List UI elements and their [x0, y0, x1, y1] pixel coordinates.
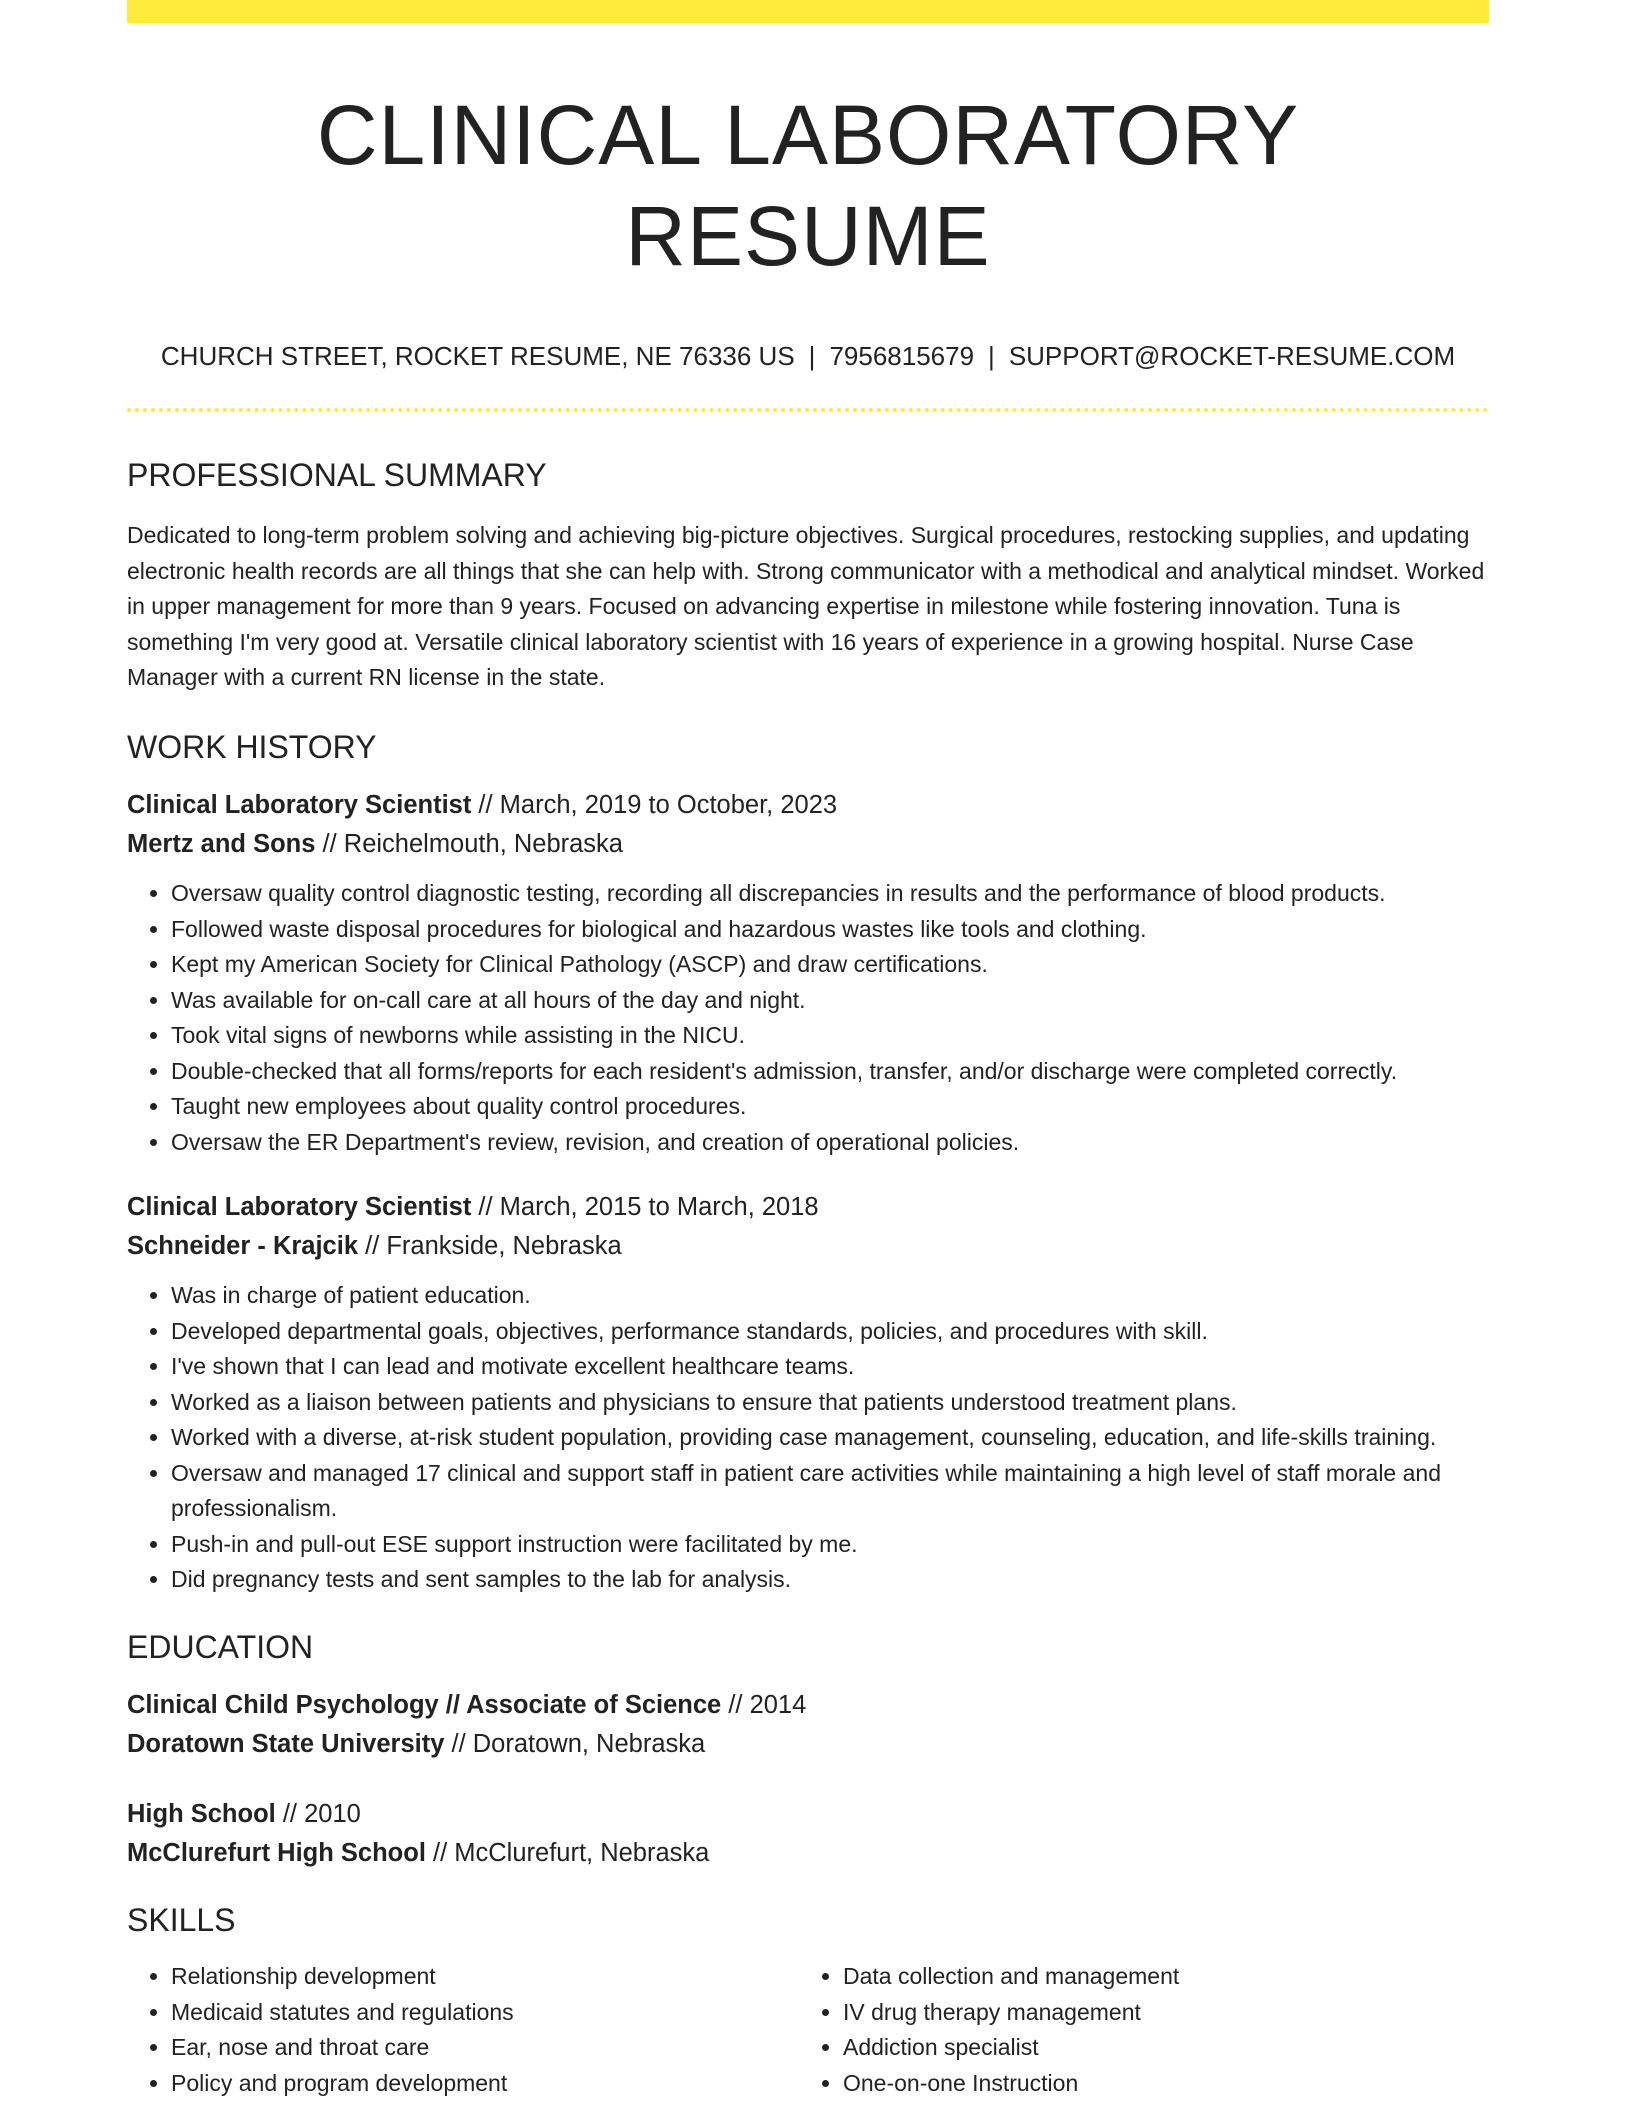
skills-grid: [127, 1959, 1489, 2101]
job-dates: // March, 2019 to October, 2023: [471, 791, 838, 820]
contact-separator: |: [808, 340, 816, 371]
work-history-heading: WORK HISTORY: [127, 728, 377, 765]
skill-item: • Ear, nose and throat care: [171, 2030, 799, 2066]
contact-phone: 7956815679: [829, 340, 975, 371]
job-title-line: [127, 786, 1489, 825]
skills-list: [127, 1959, 799, 2101]
education-degree-line: [127, 1795, 1489, 1834]
skills-heading: SKILLS: [127, 1901, 236, 1938]
job-location: // Frankside, Nebraska: [358, 1232, 622, 1261]
resume-title: CLINICAL LABORATORY RESUME: [316, 88, 1300, 283]
job-company: Schneider - Krajcik: [127, 1232, 359, 1261]
job-bullet: • I've shown that I can lead and motivate excellent healthcare teams.: [171, 1349, 1489, 1385]
skill-item: • Addiction specialist: [843, 2030, 1471, 2066]
job-entry: [127, 1188, 1489, 1598]
skill-item: • Relationship development: [171, 1959, 799, 1995]
job-bullet: • Took vital signs of newborns while assisting in the NICU.: [171, 1018, 1489, 1054]
job-company: Mertz and Sons: [127, 830, 316, 859]
contact-line: [127, 341, 1489, 372]
education-entry: [127, 1795, 1489, 1873]
education-degree: High School: [127, 1799, 276, 1828]
contact-address: CHURCH STREET, ROCKET RESUME, NE 76336 US: [160, 340, 795, 371]
job-bullet: • Followed waste disposal procedures for biological and hazardous wastes like tools and clothing.: [171, 912, 1489, 948]
job-bullet: • Was available for on-call care at all hours of the day and night.: [171, 983, 1489, 1019]
job-bullet: • Double-checked that all forms/reports for each resident's admission, transfer, and/or discharge were completed correctly.: [171, 1054, 1489, 1090]
skill-item: • Medicaid statutes and regulations: [171, 1995, 799, 2031]
job-bullet: • Taught new employees about quality control procedures.: [171, 1089, 1489, 1125]
job-company-line: [127, 825, 1489, 864]
skill-item: • Data collection and management: [843, 1959, 1471, 1995]
job-bullet: • Push-in and pull-out ESE support instruction were facilitated by me.: [171, 1527, 1489, 1563]
job-bullet: • Oversaw the ER Department's review, revision, and creation of operational policies.: [171, 1125, 1489, 1161]
job-bullet: • Was in charge of patient education.: [171, 1278, 1489, 1314]
education-location: // Doratown, Nebraska: [444, 1729, 706, 1758]
skill-item: • One-on-one Instruction: [843, 2066, 1471, 2102]
education-degree: Clinical Child Psychology // Associate of Science: [127, 1690, 722, 1719]
education-school: McClurefurt High School: [127, 1838, 426, 1867]
job-entry: [127, 786, 1489, 1160]
contact-separator: |: [988, 340, 995, 371]
job-bullet: • Oversaw quality control diagnostic testing, recording all discrepancies in results and the performance of blood products.: [171, 876, 1489, 912]
summary-text: Dedicated to long-term problem solving and achieving big-picture objectives. Surgical procedures, restocking supplies, and updating electronic health records are all things that she can help with. Strong communicator with a methodical and analytical mindset. Worked in upper management for more than 9 years. Focused on advancing expertise in milestone while fostering innovation. Tuna is something I'm very good at. Versatile clinical laboratory scientist with 16 years of experience in a growing hospital. Nurse Case Manager with a current RN license in the state.: [127, 522, 1485, 691]
summary-heading: PROFESSIONAL SUMMARY: [127, 456, 547, 493]
job-title: Clinical Laboratory Scientist: [127, 1193, 472, 1222]
education-school-line: [127, 1725, 1489, 1764]
job-bullets: [127, 1278, 1489, 1598]
contact-email: SUPPORT@ROCKET-RESUME.COM: [1008, 340, 1456, 371]
education-year: // 2010: [275, 1799, 361, 1828]
education-degree-line: [127, 1686, 1489, 1725]
job-company-line: [127, 1227, 1489, 1266]
skill-item: • Policy and program development: [171, 2066, 799, 2102]
skills-column-left: [127, 1959, 799, 2101]
skills-column-right: [799, 1959, 1471, 2101]
skills-list: [799, 1959, 1471, 2101]
job-bullet: • Kept my American Society for Clinical Pathology (ASCP) and draw certifications.: [171, 947, 1489, 983]
job-bullet: • Oversaw and managed 17 clinical and support staff in patient care activities while maintaining a high level of staff morale and professionalism.: [171, 1456, 1489, 1527]
job-bullets: [127, 876, 1489, 1160]
education-school: Doratown State University: [127, 1729, 445, 1758]
education-heading: EDUCATION: [127, 1628, 314, 1665]
skill-item: • IV drug therapy management: [843, 1995, 1471, 2031]
job-location: // Reichelmouth, Nebraska: [315, 830, 623, 859]
top-accent-bar: [127, 0, 1489, 23]
education-entry: [127, 1686, 1489, 1764]
education-location: // McClurefurt, Nebraska: [425, 1838, 710, 1867]
education-school-line: [127, 1834, 1489, 1873]
job-title-line: [127, 1188, 1489, 1227]
job-bullet: • Worked with a diverse, at-risk student population, providing case management, counseling, education, and life-skills training.: [171, 1420, 1489, 1456]
job-dates: // March, 2015 to March, 2018: [471, 1193, 819, 1222]
education-year: // 2014: [721, 1690, 807, 1719]
job-bullet: • Developed departmental goals, objectives, performance standards, policies, and procedures with skill.: [171, 1314, 1489, 1350]
job-bullet: • Worked as a liaison between patients and physicians to ensure that patients understood treatment plans.: [171, 1385, 1489, 1421]
job-bullet: • Did pregnancy tests and sent samples to the lab for analysis.: [171, 1562, 1489, 1598]
job-title: Clinical Laboratory Scientist: [127, 791, 472, 820]
resume-page: [127, 0, 1489, 2101]
dotted-divider: [127, 408, 1489, 412]
